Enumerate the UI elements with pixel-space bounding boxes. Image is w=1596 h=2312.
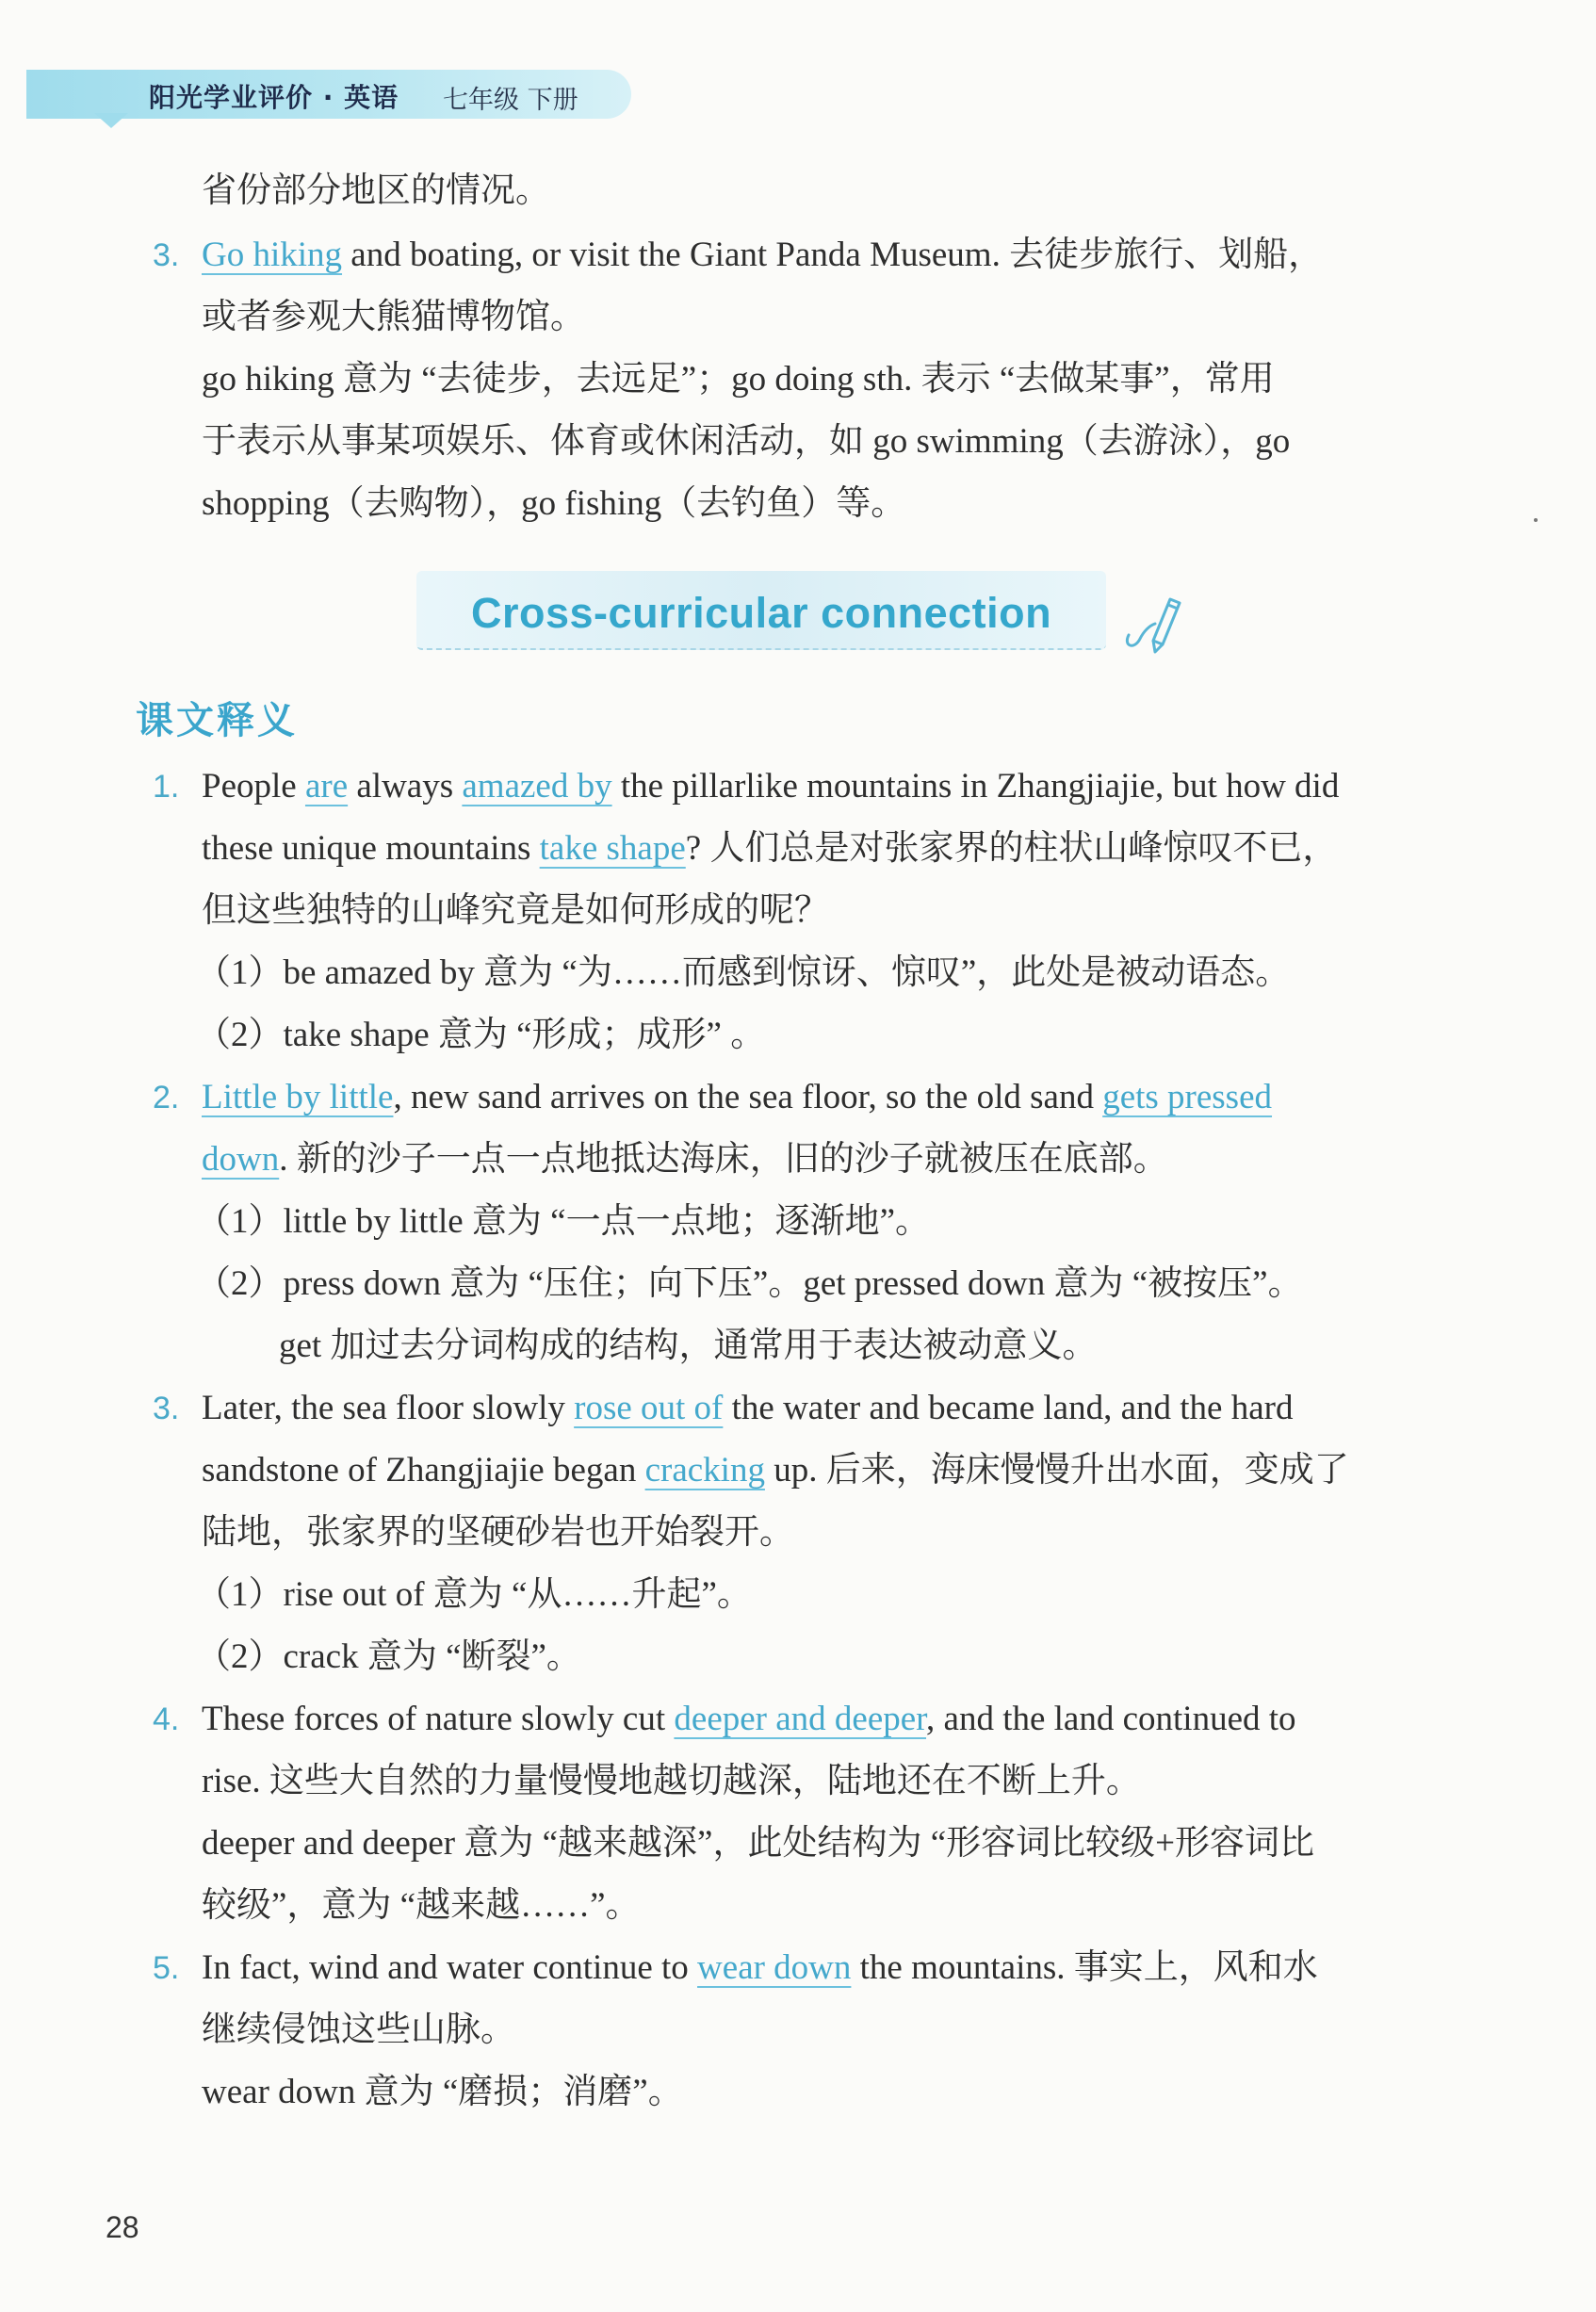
text-line: rise. 这些大自然的力量慢慢地越切越深，陆地还在不断上升。	[202, 1762, 1141, 1800]
keyword: Go hiking	[202, 236, 343, 274]
text-line: Go hiking and boating, or visit the Giant Panda Museum. 去徒步旅行、划船，	[202, 236, 1324, 274]
keyword: gets pressed	[1102, 1078, 1273, 1116]
banner-title: Cross-curricular connection	[471, 589, 1052, 637]
page-number: 28	[106, 2210, 139, 2244]
keyword: are	[304, 767, 349, 806]
text-line: down. 新的沙子一点一点地抵达海床，旧的沙子就被压在底部。	[202, 1140, 1168, 1179]
keyword: cracking	[644, 1451, 765, 1490]
note-line: （2）press down 意为 “压住；向下压”。get pressed down 意为 “被按压”。	[196, 1264, 1303, 1303]
note-line: get 加过去分词构成的结构，通常用于表达被动意义。	[279, 1327, 1098, 1365]
text-line: sandstone of Zhangjiajie began cracking up. 后来，海床慢慢升出水面，变成了	[202, 1451, 1349, 1490]
note-line: 较级”，意为 “越来越……”。	[202, 1886, 641, 1925]
text-line: 继续侵蚀这些山脉。	[202, 2011, 515, 2049]
note-line: （1）rise out of 意为 “从……升起”。	[196, 1575, 752, 1614]
header-subtitle: 七年级 下册	[443, 86, 578, 115]
text-line: These forces of nature slowly cut deeper and deeper, and the land continued to	[202, 1700, 1296, 1738]
text-line: Later, the sea floor slowly rose out of the water and became land, and the hard	[202, 1389, 1294, 1427]
text-line: People are always amazed by the pillarlike mountains in Zhangjiajie, but how did	[202, 767, 1340, 806]
keyword: rose out of	[574, 1389, 724, 1427]
text-line: 陆地，张家界的坚硬砂岩也开始裂开。	[202, 1513, 794, 1552]
text-line: In fact, wind and water continue to wear down the mountains. 事实上，风和水	[202, 1948, 1318, 1987]
item-number: 3.	[153, 237, 180, 273]
header-notch	[94, 113, 128, 128]
note-line: deeper and deeper 意为 “越来越深”，此处结构为 “形容词比较级+形容词比	[202, 1824, 1314, 1863]
text-line: 但这些独特的山峰究竟是如何形成的呢？	[202, 891, 829, 930]
item-number: 2.	[153, 1080, 180, 1115]
note-line: （1）be amazed by 意为 “为……而感到惊讶、惊叹”，此处是被动语态。	[196, 953, 1291, 992]
text-line: 或者参观大熊猫博物馆。	[202, 298, 585, 336]
note-line: （1）little by little 意为 “一点一点地；逐渐地”。	[196, 1202, 930, 1241]
stray-dot	[1534, 518, 1538, 522]
note-line: go hiking 意为 “去徒步，去远足”；go doing sth. 表示 “去做某事”，常用	[202, 360, 1275, 399]
keyword: amazed by	[462, 767, 612, 806]
note-line: 于表示从事某项娱乐、体育或休闲活动，如 go swimming（去游泳），go	[202, 422, 1291, 461]
text-line: Little by little, new sand arrives on the sea floor, so the old sand gets pressed	[202, 1078, 1273, 1116]
keyword: down	[202, 1140, 280, 1179]
section-title: 课文释义	[136, 699, 298, 742]
item-number: 1.	[153, 769, 180, 805]
note-line: （2）take shape 意为 “形成；成形” 。	[196, 1016, 766, 1054]
pencil-icon	[1121, 580, 1187, 656]
item-number: 4.	[153, 1701, 180, 1737]
keyword: Little by little	[202, 1078, 394, 1116]
text-line: 省份部分地区的情况。	[202, 171, 550, 210]
keyword: wear down	[697, 1948, 852, 1987]
note-line: wear down 意为 “磨损；消磨”。	[202, 2073, 683, 2111]
text-line: these unique mountains take shape? 人们总是对张家界的柱状山峰惊叹不已，	[202, 829, 1338, 868]
item-number: 3.	[153, 1391, 180, 1426]
keyword: deeper and deeper	[674, 1700, 927, 1738]
note-line: （2）crack 意为 “断裂”。	[196, 1637, 581, 1676]
note-line: shopping（去购物），go fishing（去钓鱼）等。	[202, 484, 906, 523]
item-number: 5.	[153, 1950, 180, 1986]
header-title: 阳光学业评价 · 英语	[149, 82, 399, 113]
keyword: take shape	[539, 829, 686, 868]
